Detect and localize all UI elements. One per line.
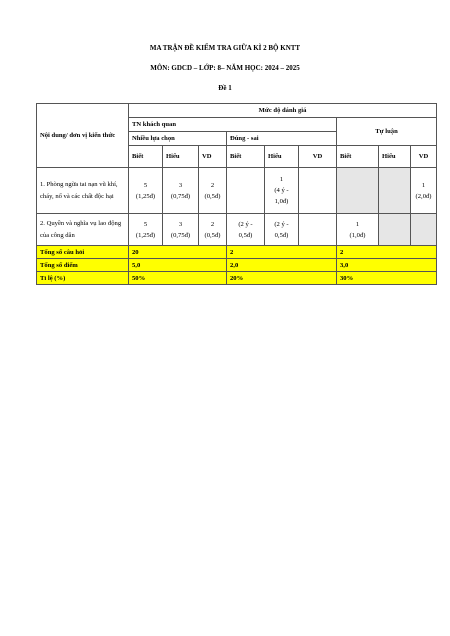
topic-cell: 2. Quyền và nghĩa vụ lao động của công dân bbox=[37, 214, 129, 246]
count-cell bbox=[163, 168, 199, 214]
total-row bbox=[37, 259, 437, 272]
content-header: Nội dung/ đơn vị kiến thức bbox=[37, 104, 129, 168]
exam-code: Đề 1 bbox=[218, 84, 232, 92]
count-cell bbox=[129, 214, 163, 246]
subcol-header: Biết bbox=[227, 146, 265, 168]
subcol-header: Biết bbox=[129, 146, 163, 168]
count-cell bbox=[299, 168, 337, 214]
count-cell bbox=[227, 168, 265, 214]
cell-line: (0,75đ) bbox=[170, 192, 191, 200]
document-title: MA TRẬN ĐỀ KIỂM TRA GIỮA KÌ 2 BỘ KNTT bbox=[149, 44, 301, 52]
subcol-header: Hiểu bbox=[265, 146, 299, 168]
essay-header: Tự luận bbox=[337, 118, 437, 146]
count-cell bbox=[411, 214, 437, 246]
total-essay: 30% bbox=[337, 272, 437, 285]
total-row bbox=[37, 272, 437, 285]
total-mc: 5,0 bbox=[129, 259, 227, 272]
subcol-header: VD bbox=[199, 146, 227, 168]
cell-line: 2 bbox=[210, 220, 215, 228]
count-cell bbox=[129, 168, 163, 214]
total-mc: 20 bbox=[129, 246, 227, 259]
multiple-choice-header: Nhiều lựa chọn bbox=[129, 132, 227, 146]
level-header: Mức độ đánh giá bbox=[129, 104, 437, 118]
count-cell bbox=[265, 168, 299, 214]
cell-line: 5 bbox=[143, 181, 148, 189]
count-cell bbox=[265, 214, 299, 246]
total-mc: 50% bbox=[129, 272, 227, 285]
total-label: Tỉ lệ (%) bbox=[37, 272, 129, 285]
total-label: Tổng số điểm bbox=[37, 259, 129, 272]
count-cell bbox=[337, 168, 379, 214]
cell-line: 3 bbox=[178, 220, 183, 228]
count-cell bbox=[411, 168, 437, 214]
cell-line: (1,25đ) bbox=[135, 231, 156, 239]
cell-line: 1 bbox=[421, 181, 426, 189]
cell-line: (0,75đ) bbox=[170, 231, 191, 239]
total-essay: 3,0 bbox=[337, 259, 437, 272]
subcol-header: Hiểu bbox=[163, 146, 199, 168]
document-subtitle: MÔN: GDCD – LỚP: 8– NĂM HỌC: 2024 – 2025 bbox=[150, 64, 300, 72]
subcol-header: VD bbox=[299, 146, 337, 168]
subcol-header: Biết bbox=[337, 146, 379, 168]
total-tf: 2 bbox=[227, 246, 337, 259]
cell-line: (0,5đ) bbox=[204, 192, 221, 200]
cell-line: (2 ý - bbox=[274, 220, 289, 228]
table-row bbox=[37, 168, 437, 214]
cell-line: (1,0đ) bbox=[349, 231, 366, 239]
topic-cell: 1. Phòng ngừa tai nạn vũ khí, cháy, nổ và các chất độc hại bbox=[37, 168, 129, 214]
cell-line: 1 bbox=[355, 220, 360, 228]
count-cell bbox=[227, 214, 265, 246]
cell-line: 2 bbox=[210, 181, 215, 189]
total-tf: 2,0 bbox=[227, 259, 337, 272]
subcol-header: Hiểu bbox=[379, 146, 411, 168]
tn-header: TN khách quan bbox=[129, 118, 337, 132]
cell-line: 1,0đ) bbox=[274, 198, 289, 205]
total-essay: 2 bbox=[337, 246, 437, 259]
cell-line: (2,0đ) bbox=[415, 192, 432, 200]
count-cell bbox=[299, 214, 337, 246]
total-tf: 20% bbox=[227, 272, 337, 285]
total-row bbox=[37, 246, 437, 259]
cell-line: 0,5đ) bbox=[274, 231, 289, 239]
true-false-header: Đúng - sai bbox=[227, 132, 337, 146]
count-cell bbox=[379, 214, 411, 246]
count-cell bbox=[199, 168, 227, 214]
cell-line: 3 bbox=[178, 181, 183, 189]
cell-line: 1 bbox=[279, 176, 284, 183]
cell-line: 5 bbox=[143, 220, 148, 228]
table-row bbox=[37, 214, 437, 246]
cell-line: (0,5đ) bbox=[204, 231, 221, 239]
cell-line: (1,25đ) bbox=[135, 192, 156, 200]
count-cell bbox=[163, 214, 199, 246]
subcol-header: VD bbox=[411, 146, 437, 168]
cell-line: (4 ý - bbox=[274, 187, 289, 194]
cell-line: (2 ý - bbox=[238, 220, 253, 228]
cell-line: 0,5đ) bbox=[238, 231, 253, 239]
assessment-matrix-table bbox=[36, 103, 437, 285]
count-cell bbox=[337, 214, 379, 246]
total-label: Tổng số câu hỏi bbox=[37, 246, 129, 259]
count-cell bbox=[379, 168, 411, 214]
count-cell bbox=[199, 214, 227, 246]
